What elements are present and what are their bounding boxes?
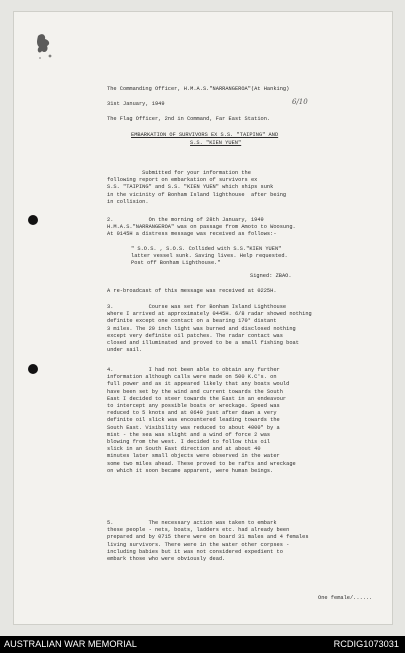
distress-message: " S.O.S. , S.O.S. Collided with S.S."KIEN YUEN" latter vessel sunk. Saving lives. Help requested. Post off Bonham Lighthouse." [131, 246, 288, 267]
intro-paragraph: Submitted for your information the following report on embarkation of survivors ex S.S. "TAIPING" and S.S. "KIEN YUEN" which ships sunk in the vicinity of Bonham Island lighthouse after being in collision. [107, 170, 287, 205]
archive-footer [0, 636, 405, 653]
paragraph-4: 4. I had not been able to obtain any further information although calls were made on 500 K.C's. on full power and as it appeared likely that any boats would have been set by the wind and current towards the South East I decided to steer towards the East in an endeavour to intercept any possible boats or wreckage. Speed was reduced to 5 knots and at 0640 just after dawn a very definite oil slick was encountered leading towards the South East. Visibility was reduced to about 4000" by a mist - the sea was slight and a wind of force 2 was blowing from the west. I decided to follow this oil slick in an South East direction and at about 40 minutes later small objects were observed in the water some two miles ahead. These proved to be rafts and wreckage on which it soon became apparent, were human beings. [107, 367, 296, 474]
message-signature: Signed: ZBAO. [250, 273, 292, 279]
handwritten-reference: 6/10 [292, 98, 308, 106]
punch-hole-bottom [28, 364, 38, 374]
ink-stain [34, 30, 56, 62]
record-id: RCDIG1073031 [333, 639, 399, 649]
to-line: The Flag Officer, 2nd in Command, Far East Station. [107, 116, 271, 122]
subject-line-1: EMBARKATION OF SURVIVORS EX S.S. "TAIPING" AND [131, 132, 279, 138]
from-line: The Commanding Officer, H.M.A.S."NARRANGEROA"(At Hanking) [107, 86, 290, 92]
subject-line-2: S.S. "KIEN YUEN" [190, 140, 242, 146]
paragraph-2: 2. On the morning of 28th January, 1949 H.M.A.S."NARRANGEROA" was on passage from Amoto to Woosung. At 0145H a distress message was received as follows:- [107, 217, 296, 238]
continued-line: One female/...... [318, 595, 373, 601]
document-page [14, 12, 392, 624]
archive-name: AUSTRALIAN WAR MEMORIAL [4, 639, 137, 649]
date-line: 31st January, 1949 [107, 101, 165, 107]
rebroadcast-line: A re-broadcast of this message was received at 0225H. [107, 288, 277, 294]
paragraph-3: 3. Course was set for Bonham Island Lighthouse where I arrived at approximately 0445H. 6/8 radar showed nothing definite except one contact on a bearing 170° distant 3 miles. The 20 inch light was burned and disclosed nothing except very definite oil patches. The radar contact was closed and illuminated and proved to be a small fishing boat under sail. [107, 304, 312, 354]
punch-hole-top [28, 215, 38, 225]
paragraph-5: 5. The necessary action was taken to embark these people - nets, boats, ladders etc. had already been prepared and by 0715 there were on board 31 males and 4 females living survivors. There were in the water other corpses - including babies but it was not considered expedient to embark those who were obviously dead. [107, 520, 309, 563]
